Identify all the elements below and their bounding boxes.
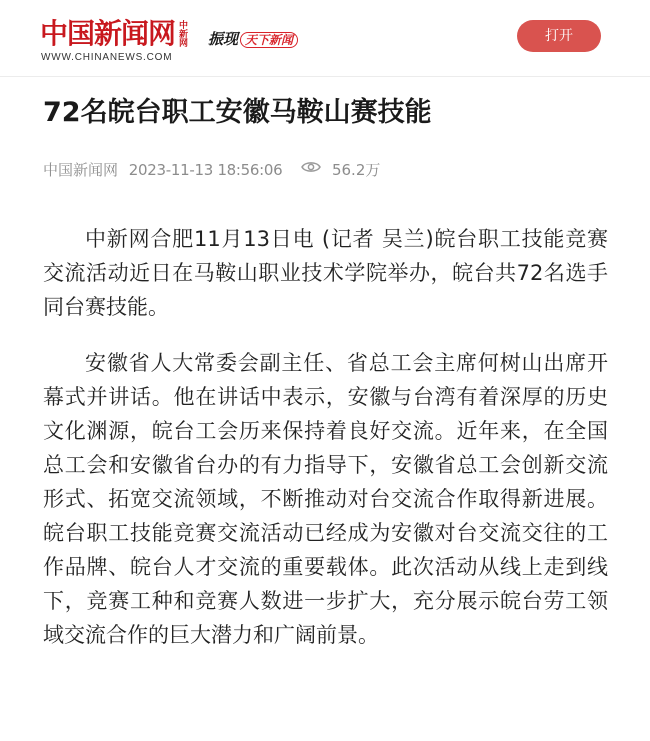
article-source: 中国新闻网 xyxy=(43,160,119,179)
article-paragraph: 安徽省人大常委会副主任、省总工会主席何树山出席开幕式并讲话。他在讲话中表示，安徽与台湾有着深厚的历史文化渊源，皖台工会历来保持着良好交流。近年来，在全国总工会和安徽省台办的有力指导下，安徽省总工会创新交流形式、拓宽交流领域，不断推动对台交流合作取得新进展。皖台职工技能竞赛交流活动已经成为安徽对台交流交往的工作品牌、皖台人才交流的重要载体。此次活动从线上走到线下，竞赛工种和竞赛人数进一步扩大，充分展示皖台劳工领域交流合作的巨大潜力和广阔前景。 xyxy=(43,351,608,647)
slogan-sub: 天下新闻 xyxy=(240,32,298,48)
slogan-main: 振现 xyxy=(208,30,239,48)
logo-vertical-text: 中新网 xyxy=(179,21,189,49)
open-app-button[interactable]: 打开 xyxy=(517,20,601,52)
chinanews-logo[interactable] xyxy=(40,18,190,66)
article-meta xyxy=(43,157,380,181)
article-title: 72名皖台职工安徽马鞍山赛技能 xyxy=(43,97,432,128)
top-header xyxy=(0,0,650,77)
article-date: 2023-11-13 18:56:06 xyxy=(128,160,283,179)
logo-url: WWW.CHINANEWS.COM xyxy=(41,52,173,63)
article-body xyxy=(43,222,608,674)
eye-icon xyxy=(301,160,321,174)
slogan xyxy=(208,28,298,50)
article-paragraph: 中新网合肥11月13日电 (记者 吴兰)皖台职工技能竞赛交流活动近日在马鞍山职业技术学院举办，皖台共72名选手同台赛技能。 xyxy=(43,227,608,319)
view-count: 56.2万 xyxy=(331,160,381,179)
logo-text: 中国新闻网 xyxy=(40,17,176,50)
